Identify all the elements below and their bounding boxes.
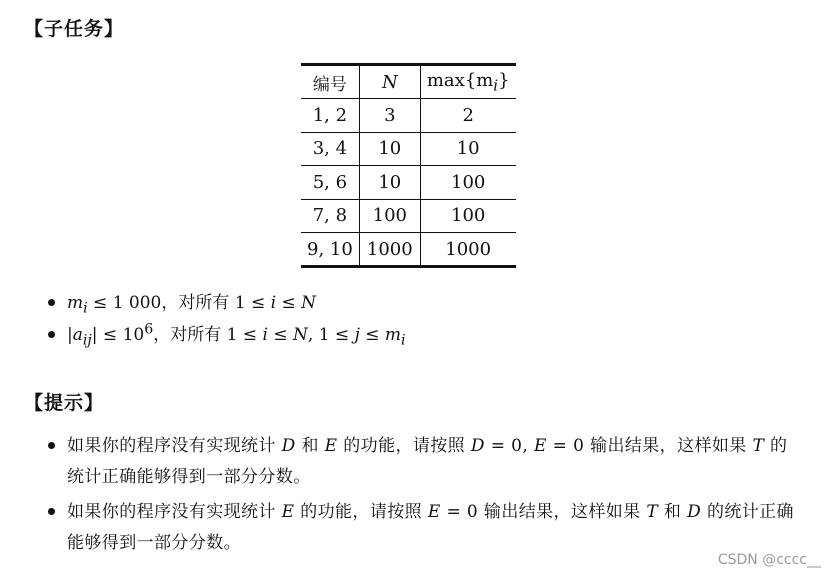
math-var: E [427,502,441,522]
math-var: i [262,325,268,345]
header-max-m-text: max{m [426,69,494,91]
header-n: N [359,65,420,99]
table-row [301,99,516,132]
cell-n: 10 [359,166,420,199]
cell-max-m: 100 [451,171,486,193]
header-max-m-sub: i [493,76,499,95]
math-text: , 1 ≤ [307,325,355,345]
math-text: ≤ 1 000，对所有 1 ≤ [87,293,271,313]
hint-text-part: 的功能，请按照 [294,502,428,522]
table-row [301,199,516,232]
hint-text [67,431,795,493]
subtask-table [301,63,516,268]
constraint-a-bound [48,320,406,348]
math-text: | ≤ 10 [91,325,145,345]
hint-text-part: 的功能，请按照 [337,436,471,456]
cell-max-m: 10 [456,138,480,160]
math-text: ，对所有 1 ≤ [153,325,263,345]
math-sub: i [401,332,406,349]
math-sub: i [83,300,88,317]
math-sup: 6 [144,321,154,338]
hint-text-part: = 0 输出结果，这样如果 [546,436,753,456]
table-row [301,166,516,199]
bullet-icon [48,508,55,515]
hint-text-part: 如果你的程序没有实现统计 [67,436,282,456]
math-var: j [354,325,360,345]
hint-text-part: 和 [658,502,688,522]
math-var: E [281,502,295,522]
hint-item [48,431,808,493]
cell-max-m: 1000 [445,238,492,260]
math-var: N [293,325,308,345]
constraint-m-bound [48,288,316,316]
hint-text-part: 的统计正确能够得到一部分分数。 [67,436,788,487]
cell-id: 7, 8 [301,199,359,232]
table-row [301,132,516,165]
hint-item [48,497,808,559]
hint-text [67,497,795,559]
math-var: E [324,436,338,456]
cell-max-m: 2 [462,105,474,127]
table-row [301,232,516,266]
header-max-m [420,65,515,99]
math-text: ≤ [359,325,385,345]
cell-n: 10 [359,132,420,165]
bullet-icon [48,299,55,306]
math-var: m [67,293,84,313]
cell-max-m: 100 [451,205,486,227]
math-var: E [534,436,547,456]
hint-text-part: 如果你的程序没有实现统计 [67,502,282,522]
math-var: T [646,502,659,522]
math-var: |a [67,325,83,345]
cell-id: 9, 10 [301,232,359,266]
math-text: ≤ [276,293,302,313]
cell-id: 3, 4 [301,132,359,165]
hint-text-part: = 0, [484,436,534,456]
table-header-row [301,65,516,99]
math-var: i [270,293,277,313]
hint-text-part: 和 [295,436,325,456]
math-var: N [301,293,317,313]
cell-n: 100 [359,199,420,232]
watermark: CSDN @cccc__ [717,552,821,568]
cell-id: 5, 6 [301,166,359,199]
cell-id: 1, 2 [301,99,359,132]
math-sub: ij [82,332,92,349]
cell-n: 1000 [359,232,420,266]
hint-text-part: 的统计正确能够得到一部分分数。 [67,502,794,553]
hint-text-part: = 0 输出结果，这样如果 [440,502,647,522]
hints-heading: 【提示】 [24,392,105,414]
cell-n: 3 [359,99,420,132]
header-max-m-close: } [498,69,510,91]
math-var: D [470,436,485,456]
math-var: m [384,325,402,345]
bullet-icon [48,442,55,449]
math-text: ≤ [267,325,294,345]
math-var: D [281,436,296,456]
bullet-icon [48,331,55,338]
header-id: 编号 [301,65,359,99]
math-var: D [687,502,702,522]
subtasks-heading: 【子任务】 [24,18,125,40]
math-var: T [752,436,765,456]
